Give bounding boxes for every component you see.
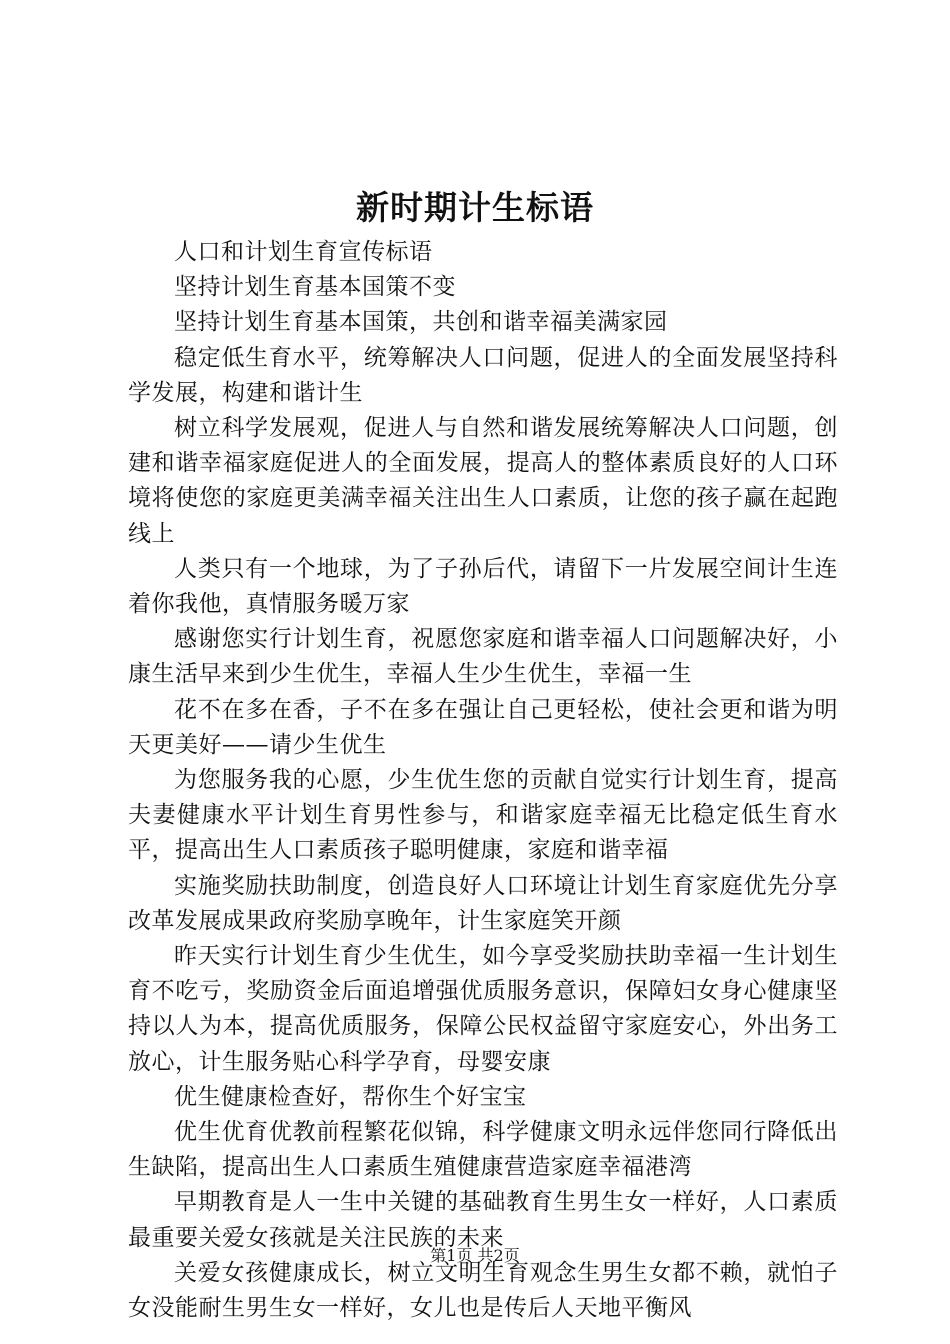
paragraph: 稳定低生育水平，统筹解决人口问题，促进人的全面发展坚持科学发展，构建和谐计生 (128, 344, 838, 406)
paragraph: 优生优育优教前程繁花似锦，科学健康文明永远伴您同行降低出生缺陷，提高出生人口素质生殖健康营造家庭幸福港湾 (128, 1119, 838, 1181)
page-footer: 第1页 共2页 (430, 1246, 520, 1265)
paragraph: 坚持计划生育基本国策不变 (174, 274, 456, 301)
paragraph: 坚持计划生育基本国策，共创和谐幸福美满家园 (174, 309, 668, 336)
paragraph: 为您服务我的心愿，少生优生您的贡献自觉实行计划生育，提高夫妻健康水平计划生育男性参与，和谐家庭幸福无比稳定低生育水平，提高出生人口素质孩子聪明健康，家庭和谐幸福 (128, 767, 838, 864)
paragraph: 昨天实行计划生育少生优生，如今享受奖励扶助幸福一生计划生育不吃亏，奖励资金后面追增强优质服务意识，保障妇女身心健康坚持以人为本，提高优质服务，保障公民权益留守家庭安心，外出务工放心，计生服务贴心科学孕育，母婴安康 (128, 943, 838, 1075)
paragraph: 感谢您实行计划生育，祝愿您家庭和谐幸福人口问题解决好，小康生活早来到少生优生，幸福人生少生优生，幸福一生 (128, 626, 838, 688)
paragraph: 实施奖励扶助制度，创造良好人口环境让计划生育家庭优先分享改革发展成果政府奖励享晚年，计生家庭笑开颜 (128, 872, 838, 934)
page-title: 新时期计生标语 (356, 188, 594, 227)
paragraph: 人口和计划生育宣传标语 (174, 239, 433, 265)
paragraph: 关爱女孩健康成长，树立文明生育观念生男生女都不赖，就怕子女没能耐生男生女一样好，女儿也是传后人天地平衡风 (128, 1259, 838, 1322)
paragraph: 树立科学发展观，促进人与自然和谐发展统筹解决人口问题，创建和谐幸福家庭促进人的全面发展，提高人的整体素质良好的人口环境将使您的家庭更美满幸福关注出生人口素质，让您的孩子赢在起跑线上 (128, 415, 838, 547)
paragraph: 花不在多在香，子不在多在强让自己更轻松，使社会更和谐为明天更美好——请少生优生 (128, 696, 838, 758)
paragraph: 早期教育是人一生中关键的基础教育生男生女一样好，人口素质最重要关爱女孩就是关注民族的未来 (128, 1189, 838, 1251)
paragraph: 人类只有一个地球，为了子孙后代，请留下一片发展空间计生连着你我他，真情服务暖万家 (128, 555, 838, 618)
document-body (128, 235, 838, 1326)
paragraph: 优生健康检查好，帮你生个好宝宝 (174, 1083, 527, 1110)
